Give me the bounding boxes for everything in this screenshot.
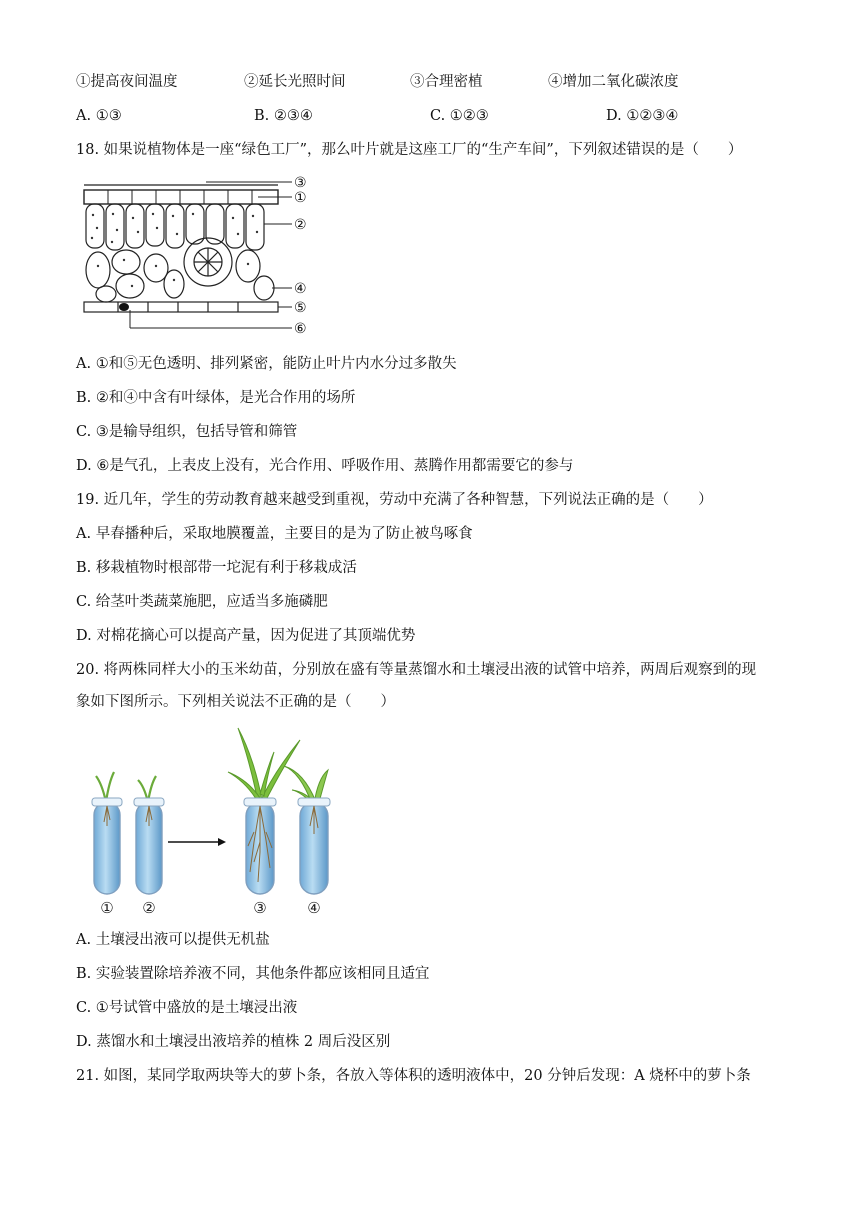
q20-option-d: D. 蒸馏水和土壤浸出液培养的植株 2 周后没区别	[76, 1034, 391, 1050]
q19-stem: 19. 近几年，学生的劳动教育越来越受到重视，劳动中充满了各种智慧，下列说法正确的是（ ）	[76, 492, 713, 508]
q17-option-a: A. ①③	[76, 108, 122, 124]
q18-option-d: D. ⑥是气孔，上表皮上没有，光合作用、呼吸作用、蒸腾作用都需要它的参与	[76, 458, 574, 474]
corn-seedling-test-tubes-figure	[78, 722, 358, 922]
q17-item-4: ④增加二氧化碳浓度	[548, 74, 679, 90]
seedling-3-leaves	[228, 728, 300, 804]
stoma	[119, 303, 129, 311]
q17-option-d: D. ①②③④	[606, 108, 679, 124]
q17-item-3: ③合理密植	[410, 74, 483, 90]
q19-option-c: C. 给茎叶类蔬菜施肥，应适当多施磷肥	[76, 594, 328, 610]
q19-option-a: A. 早春播种后，采取地膜覆盖，主要目的是为了防止被鸟啄食	[76, 526, 473, 542]
figure-label-2: ②	[294, 217, 307, 233]
q18-stem: 18. 如果说植物体是一座“绿色工厂”，那么叶片就是这座工厂的“生产车间”，下列叙述错误的是（ ）	[76, 142, 743, 158]
figure-label-1: ①	[294, 190, 307, 206]
q18-option-a: A. ①和⑤无色透明、排列紧密，能防止叶片内水分过多散失	[76, 356, 457, 372]
q19-option-b: B. 移栽植物时根部带一坨泥有利于移栽成活	[76, 560, 357, 576]
q17-option-b: B. ②③④	[254, 108, 313, 124]
q20-stem-line2: 象如下图所示。下列相关说法不正确的是（ ）	[76, 694, 395, 710]
q18-option-b: B. ②和④中含有叶绿体，是光合作用的场所	[76, 390, 356, 406]
palisade-cells	[86, 204, 264, 250]
figure-label-3: ③	[294, 175, 307, 191]
q17-item-2: ②延长光照时间	[244, 74, 346, 90]
tube-label-3: ③	[253, 899, 267, 917]
figure-label-4: ④	[294, 281, 307, 297]
q17-option-c: C. ①②③	[430, 108, 489, 124]
q20-option-c: C. ①号试管中盛放的是土壤浸出液	[76, 1000, 298, 1016]
q20-option-b: B. 实验装置除培养液不同，其他条件都应该相同且适宜	[76, 966, 430, 982]
q18-option-c: C. ③是输导组织，包括导管和筛管	[76, 424, 298, 440]
q20-stem-line1: 20. 将两株同样大小的玉米幼苗，分别放在盛有等量蒸馏水和土壤浸出液的试管中培养，两周后观察到的现	[76, 662, 757, 678]
q20-option-a: A. 土壤浸出液可以提供无机盐	[76, 932, 270, 948]
vein	[184, 238, 232, 286]
upper-epidermis	[84, 190, 278, 204]
lower-epidermis	[84, 302, 278, 312]
q17-item-1: ①提高夜间温度	[76, 74, 178, 90]
tube-label-1: ①	[100, 899, 114, 917]
tube-label-4: ④	[307, 899, 321, 917]
leaf-cross-section-figure	[78, 170, 338, 340]
q21-stem-line1: 21. 如图，某同学取两块等大的萝卜条，各放入等体积的透明液体中，20 分钟后发现：A 烧杯中的萝卜条	[76, 1068, 751, 1084]
figure-label-6: ⑥	[294, 321, 307, 337]
spongy-cells	[86, 250, 274, 302]
tube-label-2: ②	[142, 899, 156, 917]
figure-label-5: ⑤	[294, 300, 307, 316]
q19-option-d: D. 对棉花摘心可以提高产量，因为促进了其顶端优势	[76, 628, 416, 644]
